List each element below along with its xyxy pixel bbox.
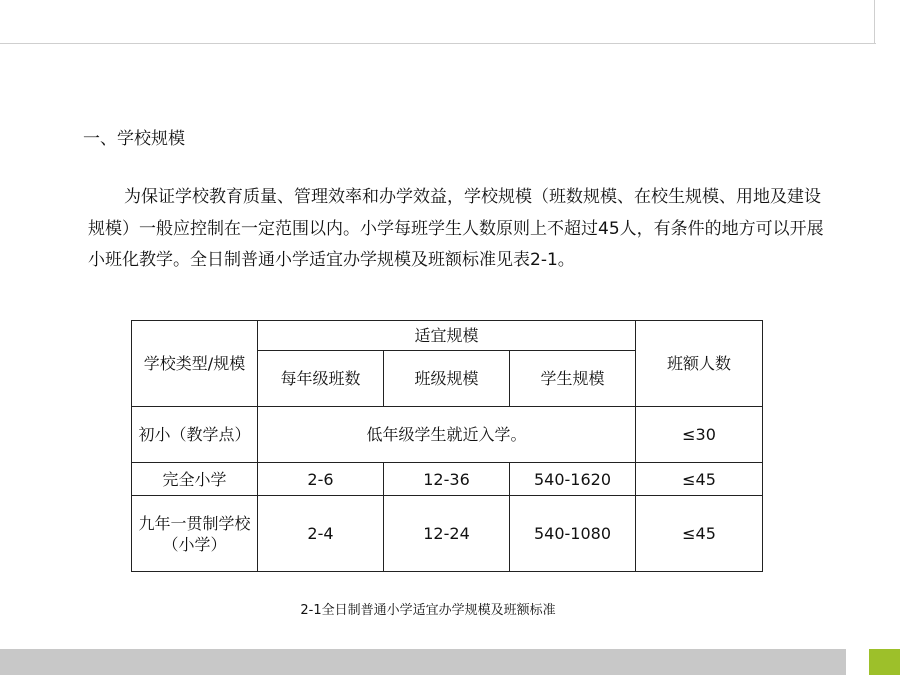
section-heading: 一、学校规模 — [83, 129, 185, 149]
bottom-accent-square — [869, 649, 900, 675]
paragraph-line-2: 规模）一般应控制在一定范围以内。小学每班学生人数原则上不超过45人，有条件的地方可以开展 — [88, 218, 824, 239]
paragraph-line-3: 小班化教学。全日制普通小学适宜办学规模及班额标准见表2-1。 — [88, 250, 575, 270]
header-class-scale: 班级规模 — [384, 351, 510, 407]
body-paragraph — [88, 182, 863, 277]
school-scale-table — [131, 320, 763, 572]
header-suitable-scale: 适宜规模 — [258, 321, 636, 351]
top-divider-line — [0, 43, 876, 44]
paragraph-line-1: 为保证学校教育质量、管理效率和办学效益，学校规模（班数规模、在校生规模、用地及建设 — [124, 187, 821, 207]
bottom-gray-bar — [0, 649, 846, 675]
cell-merged-note: 低年级学生就近入学。 — [258, 407, 636, 463]
cell-type: 完全小学 — [132, 463, 258, 496]
table-row — [132, 463, 763, 496]
cell-type: 初小（教学点） — [132, 407, 258, 463]
header-school-type: 学校类型/规模 — [132, 321, 258, 407]
cell-student-scale: 540-1620 — [510, 463, 636, 496]
cell-class-size: ≤45 — [636, 496, 763, 572]
cell-classes-per-grade: 2-6 — [258, 463, 384, 496]
header-class-size: 班额人数 — [636, 321, 763, 407]
table-header-row — [132, 321, 763, 351]
cell-class-scale: 12-36 — [384, 463, 510, 496]
cell-class-scale: 12-24 — [384, 496, 510, 572]
top-vertical-divider — [874, 0, 875, 44]
cell-student-scale: 540-1080 — [510, 496, 636, 572]
table-caption — [0, 599, 900, 618]
cell-classes-per-grade: 2-4 — [258, 496, 384, 572]
table-caption-text: 2-1全日制普通小学适宜办学规模及班额标准 — [300, 603, 556, 618]
cell-type: 九年一贯制学校（小学） — [132, 496, 258, 572]
header-student-scale: 学生规模 — [510, 351, 636, 407]
table-row — [132, 496, 763, 572]
table-row — [132, 407, 763, 463]
header-classes-per-grade: 每年级班数 — [258, 351, 384, 407]
cell-class-size: ≤45 — [636, 463, 763, 496]
cell-class-size: ≤30 — [636, 407, 763, 463]
